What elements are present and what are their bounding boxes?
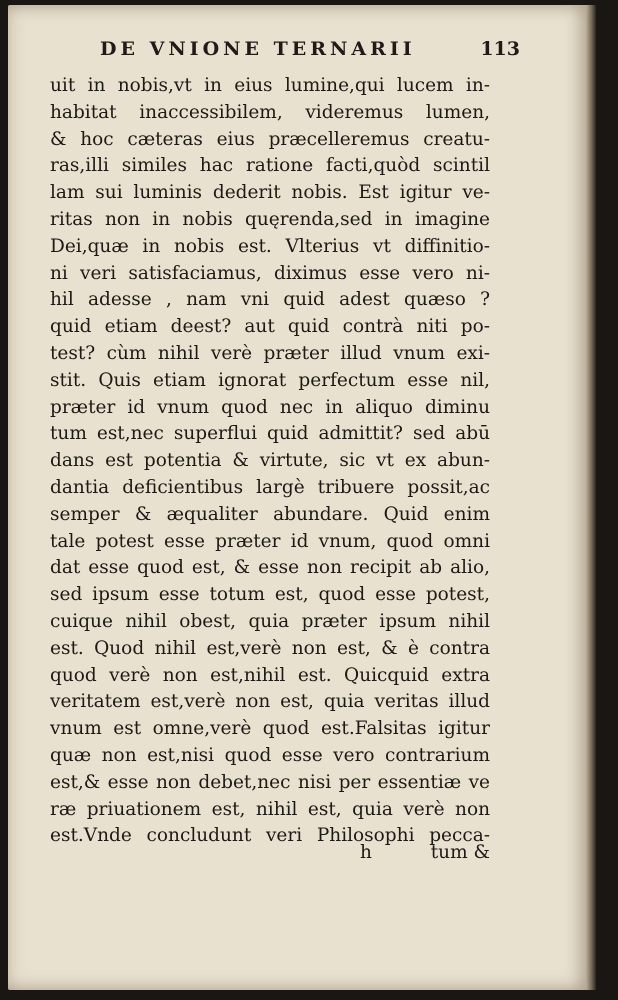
page-number: 113 xyxy=(480,38,520,60)
text-line: lam sui luminis dederit nobis. Est igitur ve- xyxy=(50,182,490,204)
text-line: ni veri satisfaciamus, diximus esse vero ni- xyxy=(50,262,490,284)
text-line: habitat inaccessibilem, videremus lumen, xyxy=(50,101,490,123)
text-line: cuique nihil obest, quia præter ipsum nihil xyxy=(50,610,490,632)
text-line: dans est potentia & virtute, sic vt ex abun- xyxy=(50,450,490,472)
text-line: test? cùm nihil verè præter illud vnum exi- xyxy=(50,342,490,364)
signature-mark: h xyxy=(360,842,372,863)
text-line: quæ non est,nisi quod esse vero contrarium xyxy=(50,744,490,766)
text-line: est. Quod nihil est,verè non est, & è contra xyxy=(50,637,490,659)
text-line: ræ priuationem est, nihil est, quia verè non xyxy=(50,798,490,820)
text-line: semper & æqualiter abundare. Quid enim xyxy=(50,503,490,525)
text-line: hil adesse , nam vni quid adest quæso ? xyxy=(50,289,490,311)
text-line: sed ipsum esse totum est, quod esse potest, xyxy=(50,584,490,606)
text-line: ritas non in nobis quęrenda,sed in imagine xyxy=(50,208,490,230)
text-line: est.Vnde concludunt veri Philosophi pecca- xyxy=(50,825,490,847)
text-line: stit. Quis etiam ignorat perfectum esse nil, xyxy=(50,369,490,391)
text-line: uit in nobis,vt in eius lumine,qui lucem in- xyxy=(50,75,490,96)
text-line: quid etiam deest? aut quid contrà niti po- xyxy=(50,316,490,338)
body-text xyxy=(50,73,490,850)
text-line: tale potest esse præter id vnum, quod omni xyxy=(50,530,490,552)
text-line: vnum est omne,verè quod est.Falsitas igitur xyxy=(50,718,490,740)
text-line: ras,illi similes hac ratione facti,quòd scintil xyxy=(50,155,490,177)
page-edge-shadow xyxy=(586,5,596,990)
catchword: tum & xyxy=(430,842,490,863)
text-line: tum est,nec superflui quid admittit? sed abū xyxy=(50,423,490,445)
running-head xyxy=(100,38,520,68)
text-line: est,& esse non debet,nec nisi per essentiæ ve xyxy=(50,771,490,793)
text-line: veritatem est,verè non est, quia veritas illud xyxy=(50,691,490,713)
text-line: præter id vnum quod nec in aliquo diminu xyxy=(50,396,490,418)
page-footer xyxy=(360,842,490,870)
text-line: Dei,quæ in nobis est. Vlterius vt diffinitio- xyxy=(50,235,490,257)
text-line: & hoc cæteras eius præcelleremus creatu- xyxy=(50,128,490,150)
text-line: dat esse quod est, & esse non recipit ab alio, xyxy=(50,557,490,579)
text-line: quod verè non est,nihil est. Quicquid extra xyxy=(50,664,490,686)
running-head-title: DE VNIONE TERNARII xyxy=(100,38,416,60)
text-line: dantia deficientibus largè tribuere possit,ac xyxy=(50,476,490,498)
